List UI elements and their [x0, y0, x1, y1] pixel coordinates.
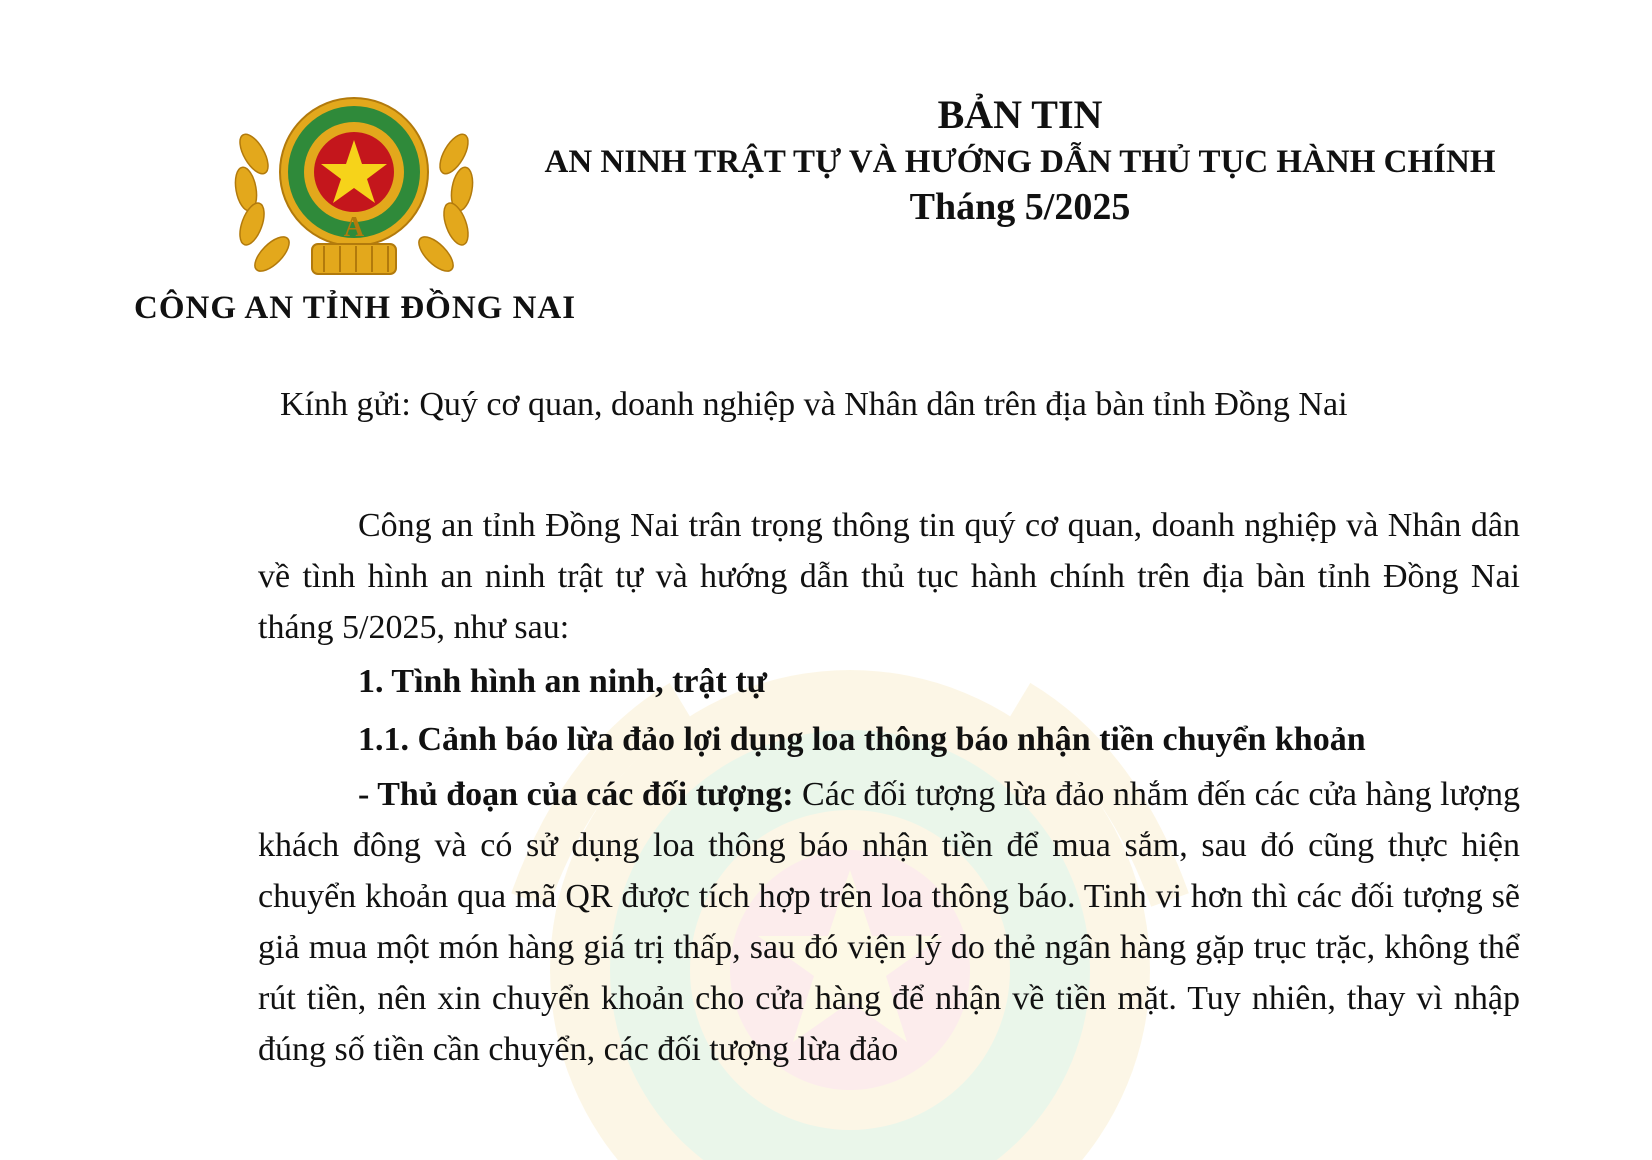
section-heading-1: 1. Tình hình an ninh, trật tự [358, 663, 768, 700]
bulletin-month: Tháng 5/2025 [909, 186, 1131, 228]
method-text: Các đối tượng lừa đảo nhắm đến các cửa hàng lượng khách đông và có sử dụng loa thông báo nhận tiền để mua sắm, sau đó cũng thực hiện chuyển khoản qua mã QR được tích hợp trên loa thông báo. Tinh vi hơn thì các đối tượng sẽ giả mua một món hàng giá trị thấp, sau đó viện lý do thẻ ngân hàng gặp trục trặc, không thể rút tiền, nên xin chuyển khoản cho cửa hàng để nhận về tiền mặt. Tuy nhiên, thay vì nhập đúng số tiền cần chuyển, các đối tượng lừa đảo [258, 776, 1520, 1068]
police-emblem-icon [224, 84, 484, 294]
bulletin-header [520, 90, 1520, 230]
bulletin-title: BẢN TIN [937, 92, 1103, 137]
document-body [258, 500, 1520, 1075]
bulletin-subtitle: AN NINH TRẬT TỰ VÀ HƯỚNG DẪN THỦ TỤC HÀNH CHÍNH [544, 144, 1496, 180]
svg-text:A: A [343, 212, 365, 243]
method-paragraph [258, 769, 1520, 1075]
greeting-line: Kính gửi: Quý cơ quan, doanh nghiệp và Nhân dân trên địa bàn tỉnh Đồng Nai [280, 386, 1348, 423]
intro-paragraph: Công an tỉnh Đồng Nai trân trọng thông tin quý cơ quan, doanh nghiệp và Nhân dân về tình hình an ninh trật tự và hướng dẫn thủ tục hành chính trên địa bàn tỉnh Đồng Nai tháng 5/2025, như sau: [258, 507, 1520, 646]
agency-name: CÔNG AN TỈNH ĐỒNG NAI [134, 290, 577, 326]
method-label: - Thủ đoạn của các đối tượng: [358, 776, 794, 813]
section-heading-1-1: 1.1. Cảnh báo lừa đảo lợi dụng loa thông báo nhận tiền chuyển khoản [358, 721, 1366, 758]
